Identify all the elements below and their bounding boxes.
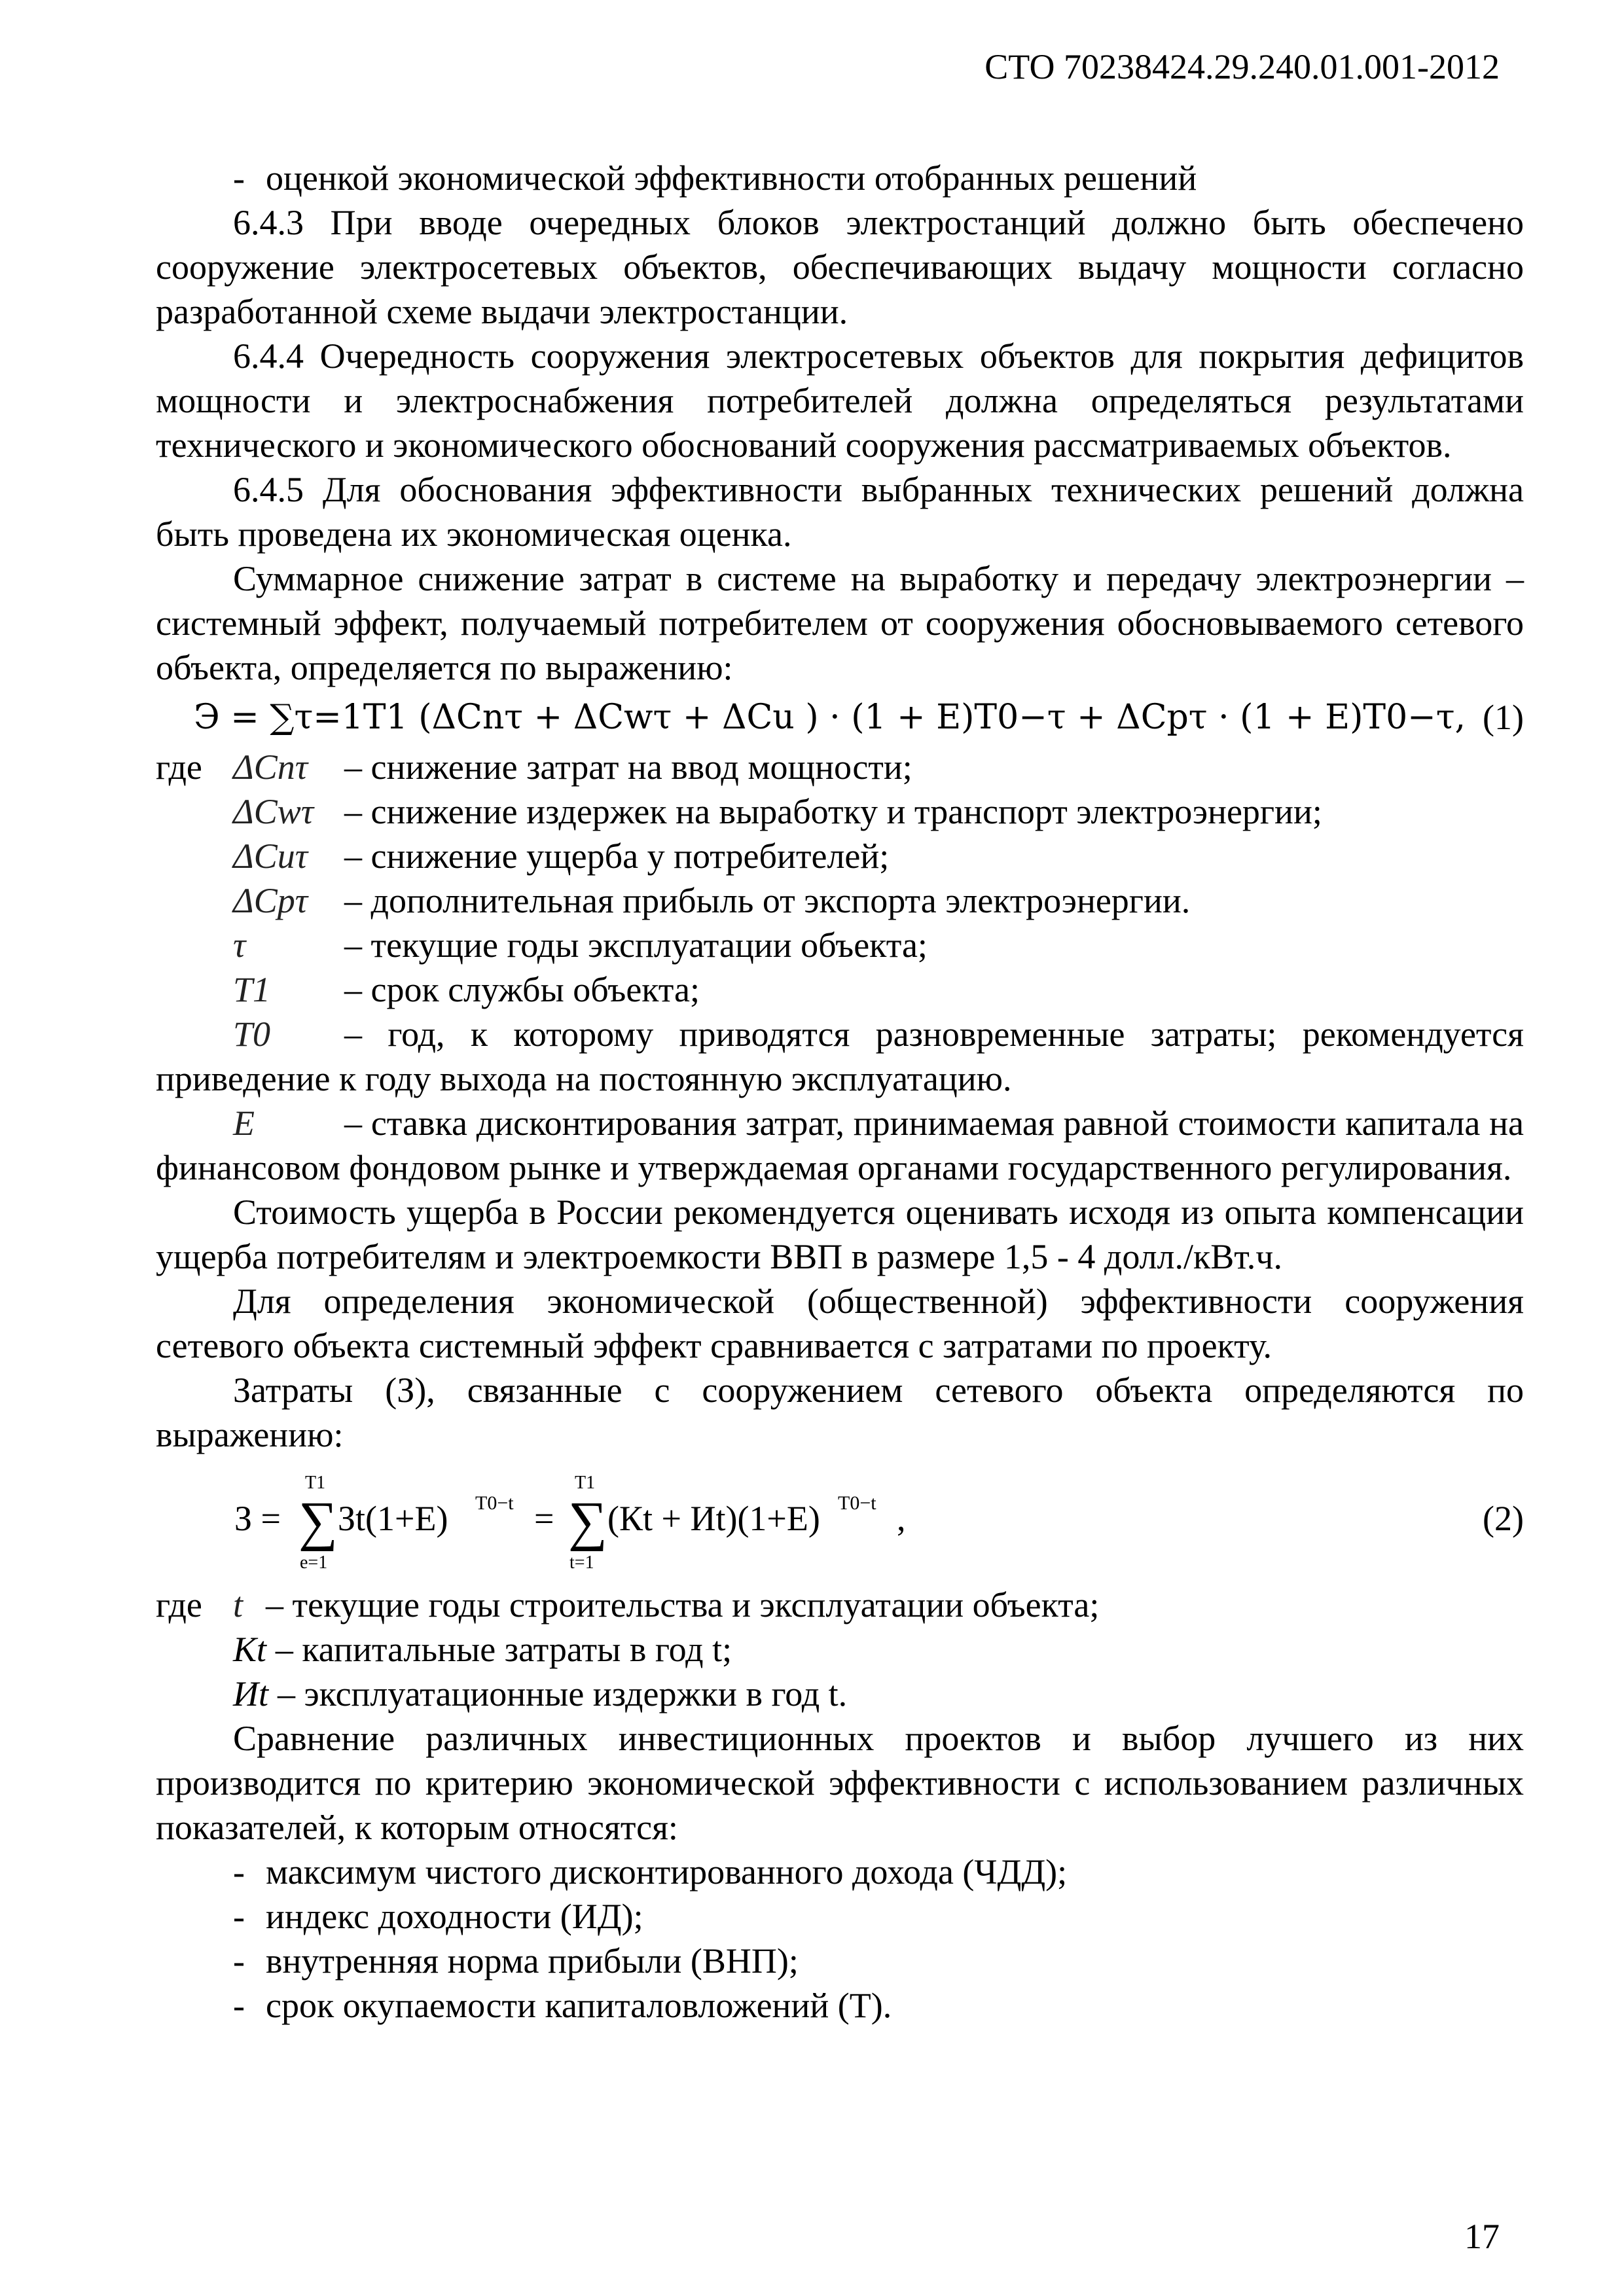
definition-symbol: E (233, 1103, 255, 1143)
definition-row (156, 1627, 1524, 1672)
definition-text: – снижение затрат на ввод мощности; (344, 747, 912, 787)
formula-2 (156, 1462, 1524, 1577)
paragraph-6-4-3: 6.4.3 При вводе очередных блоков электростанций должно быть обеспечено сооружение электросетевых объектов, обеспечивающих выдачу мощности согласно разработанной схеме выдачи электростанции. (156, 203, 1524, 331)
formula-2-comma: , (897, 1499, 906, 1538)
definition-symbol: Иt (233, 1674, 268, 1713)
formula-2-exp2: T0−t (838, 1492, 876, 1514)
formula-2-number: (2) (1483, 1499, 1524, 1538)
bullet-text: индекс доходности (ИД); (266, 1897, 643, 1936)
definition-text: – срок службы объекта; (344, 970, 700, 1009)
formula-2-exp1: T0−t (475, 1492, 514, 1514)
definition-symbol: τ (233, 925, 246, 965)
bullet-dash: - (233, 1852, 245, 1892)
definition-symbol: ΔCpτ (233, 881, 308, 920)
definition-row (156, 834, 1524, 878)
definition-row (156, 1672, 1524, 1716)
bullet-text: оценкой экономической эффективности отобранных решений (266, 158, 1197, 198)
formula-2-sum1-bottom: e=1 (300, 1552, 328, 1573)
definition-text: – текущие годы строительства и эксплуатации объекта; (266, 1585, 1100, 1624)
page-content (156, 156, 1524, 2028)
formula-2-term2: (Кt + Иt)(1+E) (607, 1499, 820, 1538)
document-header: СТО 70238424.29.240.01.001-2012 (984, 47, 1500, 86)
definition-text: – текущие годы эксплуатации объекта; (344, 925, 928, 965)
paragraph-compare: Сравнение различных инвестиционных проектов и выбор лучшего из них производится по критерию экономической эффективности с использованием различных показателей, к которым относятся: (156, 1719, 1524, 1847)
definition-text: – год, к которому приводятся разновременные затраты; рекомендуется приведение к году выхода на постоянную эксплуатацию. (156, 1014, 1524, 1098)
bullet-dash: - (233, 1986, 245, 2025)
definition-row-long (156, 1101, 1524, 1190)
definition-row-long (156, 1012, 1524, 1101)
bullet-item (156, 1983, 1524, 2028)
paragraph-costs: Затраты (З), связанные с сооружением сетевого объекта определяются по выражению: (156, 1371, 1524, 1454)
formula-2-sum2-bottom: t=1 (569, 1552, 594, 1573)
bullet-dash: - (233, 1897, 245, 1936)
bullet-dash: - (233, 1941, 245, 1981)
definition-symbol: T0 (233, 1014, 271, 1054)
where-label: где (156, 747, 202, 787)
definition-symbol: ΔCwτ (233, 792, 314, 831)
formula-2-lhs: З = (234, 1499, 281, 1538)
formula-2-eq: = (534, 1499, 554, 1538)
definition-row (156, 878, 1524, 923)
bullet-item (156, 1894, 1524, 1939)
paragraph-6-4-4: 6.4.4 Очередность сооружения электросетевых объектов для покрытия дефицитов мощности и электроснабжения потребителей должна определяться результатами технического и экономического обоснований сооружения рассматриваемых объектов. (156, 336, 1524, 465)
where-label: где (156, 1585, 202, 1624)
page-number: 17 (1464, 2217, 1500, 2256)
formula-2-graphic (156, 1462, 1524, 1577)
definition-text: – снижение ущерба у потребителей; (344, 836, 890, 876)
formula-2-term1: Зt(1+E) (338, 1499, 448, 1538)
definition-text: – капитальные затраты в год t; (275, 1630, 732, 1669)
definition-symbol: ΔCuτ (233, 836, 308, 876)
formula-2-sum2-top: T1 (575, 1473, 596, 1493)
formula-1 (156, 690, 1524, 745)
definition-row (156, 1583, 1524, 1627)
formula-2-sum1-top: T1 (305, 1473, 326, 1493)
definition-symbol: t (233, 1585, 244, 1624)
definition-symbol: Кt (233, 1630, 266, 1669)
definition-symbol: ΔCnτ (233, 747, 308, 787)
bullet-text: внутренняя норма прибыли (ВНП); (266, 1941, 799, 1981)
bullet-text: срок окупаемости капиталовложений (Т). (266, 1986, 892, 2025)
sum-symbol-icon: ∑ (568, 1491, 607, 1552)
formula-1-number: (1) (1483, 698, 1524, 737)
definition-symbol: T1 (233, 970, 271, 1009)
paragraph-efficiency: Для определения экономической (общественной) эффективности сооружения сетевого объекта системный эффект сравнивается с затратами по проекту. (156, 1282, 1524, 1365)
sum-symbol-icon: ∑ (298, 1491, 338, 1552)
definition-row (156, 745, 1524, 789)
bullet-item (156, 156, 1524, 200)
definition-text: – снижение издержек на выработку и транспорт электроэнергии; (344, 792, 1322, 831)
paragraph-system-effect: Суммарное снижение затрат в системе на выработку и передачу электроэнергии – системный эффект, получаемый потребителем от сооружения обосновываемого сетевого объекта, определяется по выражению: (156, 559, 1524, 687)
definition-row (156, 967, 1524, 1012)
bullet-item (156, 1850, 1524, 1894)
bullet-item (156, 1939, 1524, 1983)
paragraph-6-4-5: 6.4.5 Для обоснования эффективности выбранных технических решений должна быть проведена их экономическая оценка. (156, 470, 1524, 554)
definition-text: – ставка дисконтирования затрат, принимаемая равной стоимости капитала на финансовом фондовом рынке и утверждаемая органами государственного регулирования. (156, 1103, 1524, 1187)
definition-row (156, 789, 1524, 834)
bullet-dash: - (233, 158, 245, 198)
formula-1-expression: Э = ∑τ=1T1 (ΔCnτ + ΔCwτ + ΔCu ) · (1 + E)T0−τ + ΔCpτ · (1 + E)T0−τ, (193, 698, 1466, 737)
definition-text: – дополнительная прибыль от экспорта электроэнергии. (344, 881, 1191, 920)
bullet-text: максимум чистого дисконтированного дохода (ЧДД); (266, 1852, 1068, 1892)
definition-text: – эксплуатационные издержки в год t. (278, 1674, 848, 1713)
paragraph-damage-cost: Стоимость ущерба в России рекомендуется оценивать исходя из опыта компенсации ущерба потребителям и электроемкости ВВП в размере 1,5 - 4 долл./кВт.ч. (156, 1193, 1524, 1276)
definition-row (156, 923, 1524, 967)
